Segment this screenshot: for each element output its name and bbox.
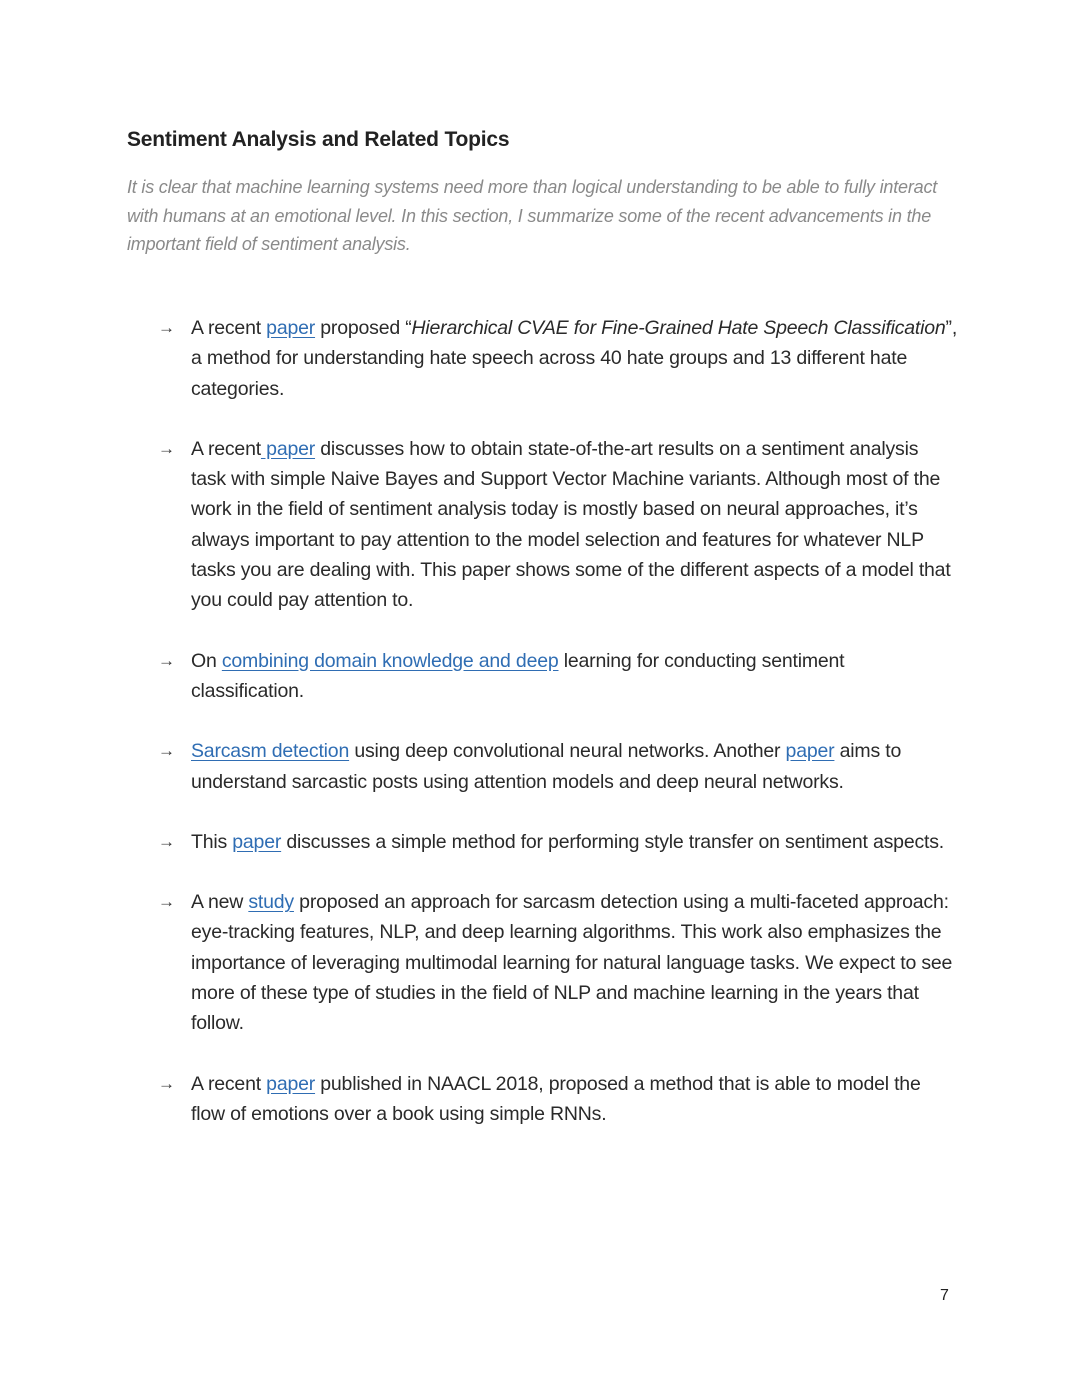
section-intro: It is clear that machine learning systems need more than logical understanding to be able to fully interact with humans at an emotional level. In this section, I summarize some of the recent advancements in the important field of sentiment analysis. [127, 177, 938, 254]
list-item: → A recent paper discusses how to obtain state-of-the-art results on a sentiment analysis task with simple Naive Bayes and Support Vector Machine variants. Although most of the work in the field of sentiment analysis today is mostly based on neural approaches, it’s always important to pay attention to the model selection and features for whatever NLP tasks you are dealing with. This paper shows some of the different aspects of a model that you could pay attention to. [158, 434, 958, 616]
right-arrow-icon: → [158, 438, 175, 458]
list-item: → This paper discusses a simple method for performing style transfer on sentiment aspects. [158, 827, 958, 857]
right-arrow-icon: → [158, 831, 175, 851]
page-number: 7 [940, 1287, 949, 1304]
paper-link[interactable]: paper [266, 1072, 316, 1095]
list-item: → A new study proposed an approach for sarcasm detection using a multi-faceted approach: eye-tracking features, NLP, and deep learning algorithms. This work also emphasizes the importance of leveraging multimodal learning for natural language tasks. We expect to see more of these type of studies in the field of NLP and machine learning in the years that follow. [158, 887, 958, 1038]
domain-knowledge-link[interactable]: combining domain knowledge and deep [221, 649, 559, 672]
list-item: → Sarcasm detection using deep convolutional neural networks. Another paper aims to understand sarcastic posts using attention models and deep neural networks. [158, 736, 958, 797]
paper-link[interactable]: paper [785, 740, 835, 763]
sarcasm-detection-link[interactable]: Sarcasm detection [191, 740, 350, 763]
right-arrow-icon: → [158, 741, 175, 761]
list-item: → A recent paper proposed “Hierarchical CVAE for Fine-Grained Hate Speech Classification”, a method for understanding hate speech across 40 hate groups and 13 different hate categories. [158, 313, 958, 404]
bullet-list [158, 313, 958, 1129]
right-arrow-icon: → [158, 318, 175, 337]
paper-link[interactable]: paper [260, 437, 316, 460]
list-item: → On combining domain knowledge and deep learning for conducting sentiment classification. [158, 646, 958, 707]
paper-title: Hierarchical CVAE for Fine-Grained Hate Speech Classification [411, 317, 946, 339]
study-link[interactable]: study [248, 891, 294, 914]
right-arrow-icon: → [158, 650, 175, 670]
section-title: Sentiment Analysis and Related Topics [127, 128, 510, 151]
list-item: → A recent paper published in NAACL 2018, proposed a method that is able to model the flow of emotions over a book using simple RNNs. [158, 1069, 958, 1130]
right-arrow-icon: → [158, 1073, 175, 1093]
paper-link[interactable]: paper [266, 317, 316, 339]
right-arrow-icon: → [158, 892, 175, 912]
paper-link[interactable]: paper [232, 830, 282, 853]
